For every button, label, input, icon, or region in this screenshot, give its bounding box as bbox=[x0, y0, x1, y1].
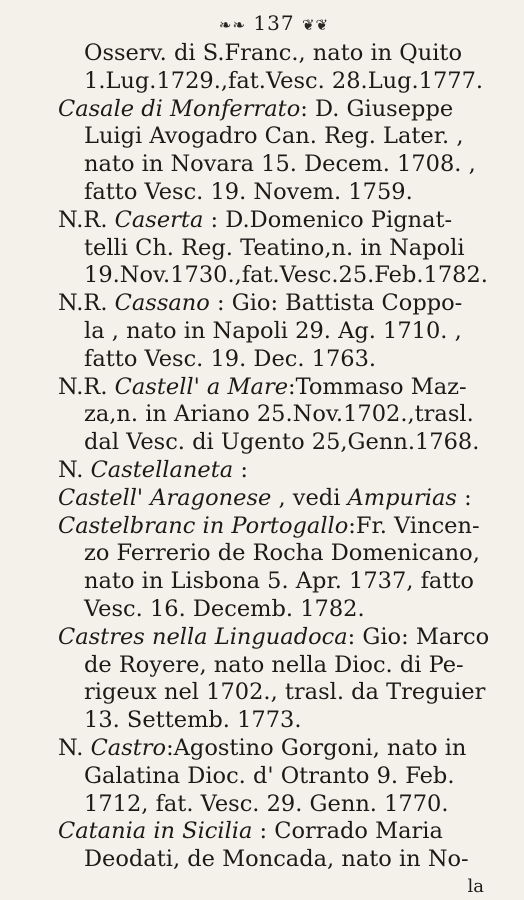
entry-text: : Gio: Battista Coppo- bbox=[209, 290, 463, 317]
entry-text: : bbox=[456, 484, 472, 511]
entry-line: rigeux nel 1702., trasl. da Treguier bbox=[84, 679, 486, 706]
entry-text: :Tommaso Maz- bbox=[288, 373, 467, 400]
entry-line: 13. Settemb. 1773. bbox=[84, 707, 302, 734]
diocese-name: Castell' a Mare bbox=[114, 373, 289, 400]
entry-caserta bbox=[58, 207, 490, 290]
entry-first-line bbox=[58, 513, 490, 541]
entry-line: Luigi Avogadro Can. Reg. Later. , bbox=[84, 123, 464, 150]
diocese-name: Catania in Sicilia bbox=[58, 818, 253, 845]
entry-line: 19.Nov.1730.,fat.Vesc.25.Feb.1782. bbox=[84, 262, 488, 289]
entry-line: Vesc. 16. Decemb. 1782. bbox=[84, 595, 365, 622]
diocese-name: Caserta bbox=[114, 206, 204, 233]
entry-cassano bbox=[58, 290, 490, 373]
entry-text: : bbox=[233, 456, 248, 483]
entry-castro bbox=[58, 735, 490, 818]
entry-line: za,n. in Ariano 25.Nov.1702.,trasl. bbox=[84, 401, 474, 428]
entry-catania bbox=[58, 818, 490, 874]
diocese-name: Castro bbox=[90, 734, 167, 761]
entry-castres bbox=[58, 624, 490, 735]
diocese-name: Castelbranc in Portogallo bbox=[58, 512, 349, 539]
entry-prefix: N.R. bbox=[58, 373, 115, 400]
entry-first-line bbox=[58, 818, 490, 846]
catchword: la bbox=[467, 875, 484, 897]
entry-line: Galatina Dioc. d' Otranto 9. Feb. bbox=[84, 762, 455, 789]
entry-line: nato in Novara 15. Decem. 1708. , bbox=[84, 151, 476, 178]
entry-castell-aragonese bbox=[58, 485, 490, 513]
entry-line: nato in Lisbona 5. Apr. 1737, fatto bbox=[84, 568, 474, 595]
entry-line: de Royere, nato nella Dioc. di Pe- bbox=[84, 651, 464, 678]
entry-first-line bbox=[58, 290, 490, 318]
entry-text: , vedi bbox=[271, 484, 348, 511]
left-ornament-icon: ❧❧ bbox=[218, 16, 247, 34]
page-header bbox=[58, 6, 490, 40]
entry-line: Deodati, de Moncada, nato in No- bbox=[84, 846, 469, 873]
entry-line: dal Vesc. di Ugento 25,Genn.1768. bbox=[84, 429, 480, 456]
cross-reference: Ampurias bbox=[347, 484, 457, 511]
entry-castellamare bbox=[58, 374, 490, 457]
entry-first-line bbox=[58, 624, 490, 652]
diocese-name: Castellaneta bbox=[90, 456, 234, 483]
entry-castellaneta bbox=[58, 457, 490, 485]
entry-text: : Gio: Marco bbox=[347, 623, 490, 650]
entry-line: telli Ch. Reg. Teatino,n. in Napoli bbox=[84, 234, 465, 261]
entry-first-line bbox=[58, 735, 490, 763]
diocese-name: Casale di Monferrato bbox=[58, 95, 301, 122]
entry-text: : D.Domenico Pignat- bbox=[203, 206, 453, 233]
entry-first-line bbox=[58, 207, 490, 235]
entry-line: 1712, fat. Vesc. 29. Genn. 1770. bbox=[84, 790, 449, 817]
entry-casale bbox=[58, 96, 490, 207]
entry-line: la , nato in Napoli 29. Ag. 1710. , bbox=[84, 317, 462, 344]
entry-castelbranc bbox=[58, 513, 490, 624]
entry-text: :Agostino Gorgoni, nato in bbox=[166, 734, 467, 761]
entry-continuation bbox=[58, 40, 490, 96]
entry-first-line bbox=[58, 457, 490, 485]
entry-first-line bbox=[58, 96, 490, 124]
entry-prefix: N. bbox=[58, 456, 91, 483]
entry-prefix: N. bbox=[58, 734, 91, 761]
page-number: 137 bbox=[253, 11, 295, 35]
entry-line: fatto Vesc. 19. Novem. 1759. bbox=[84, 178, 413, 205]
diocese-name: Cassano bbox=[114, 290, 210, 317]
entry-line: Osserv. di S.Franc., nato in Quito bbox=[84, 40, 463, 66]
entry-text: : D. Giuseppe bbox=[300, 95, 454, 122]
entry-line: fatto Vesc. 19. Dec. 1763. bbox=[84, 345, 377, 372]
right-ornament-icon: ❦❦ bbox=[301, 16, 330, 34]
entry-text: : Corrado Maria bbox=[252, 818, 443, 845]
entry-first-line bbox=[58, 485, 490, 513]
entry-text: :Fr. Vincen- bbox=[348, 512, 480, 539]
entry-prefix: N.R. bbox=[58, 290, 115, 317]
diocese-name: Castres nella Linguadoca bbox=[58, 623, 348, 650]
entry-prefix: N.R. bbox=[58, 206, 115, 233]
entry-first-line bbox=[58, 374, 490, 402]
entry-line: 1.Lug.1729.,fat.Vesc. 28.Lug.1777. bbox=[84, 67, 484, 94]
entry-line: zo Ferrerio de Rocha Domenicano, bbox=[84, 540, 480, 567]
diocese-name: Castell' Aragonese bbox=[58, 484, 272, 511]
